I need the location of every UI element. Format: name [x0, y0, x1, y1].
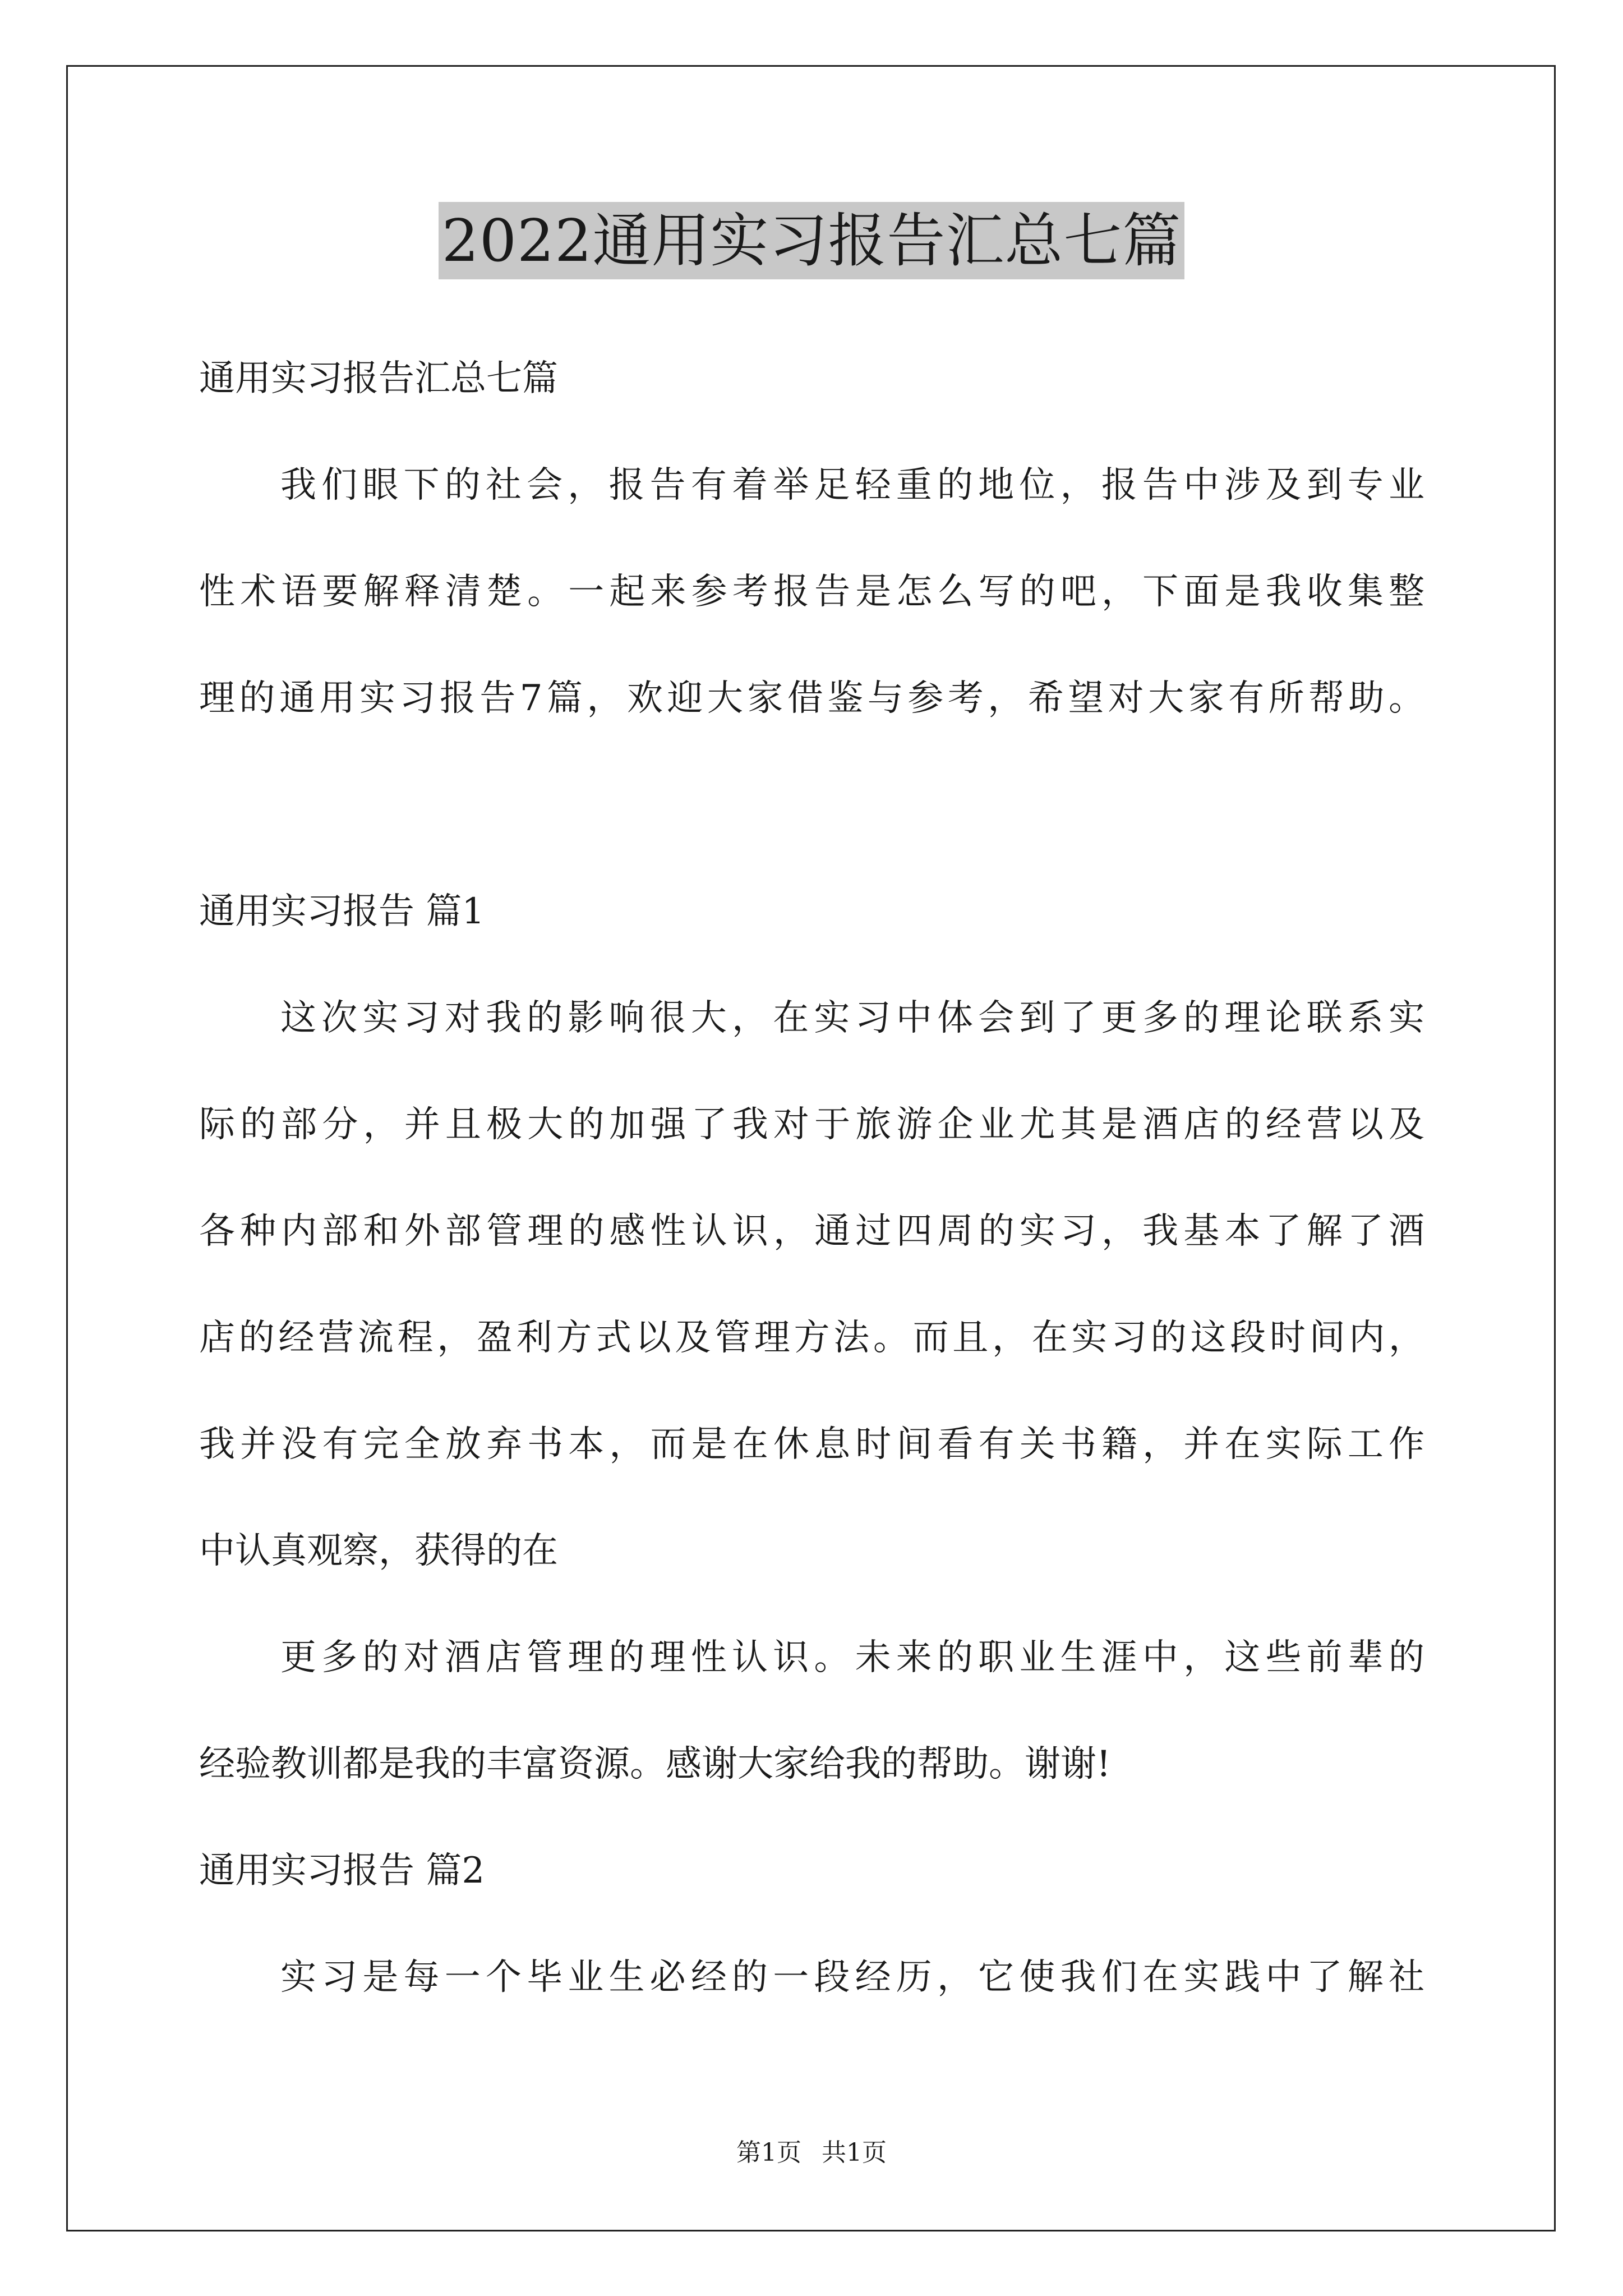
page-total: 共1页 — [822, 2138, 887, 2167]
subtitle-line: 通用实习报告汇总七篇 — [199, 358, 558, 399]
body-paragraph-line: 实习是每一个毕业生必经的一段经历，它使我们在实践中了解社 — [280, 1957, 1424, 1998]
body-paragraph-line: 经验教训都是我的丰富资源。感谢大家给我的帮助。谢谢! — [199, 1743, 1111, 1785]
document-title: 2022通用实习报告汇总七篇 — [439, 202, 1185, 279]
body-paragraph-line: 这次实习对我的影响很大，在实习中体会到了更多的理论联系实 — [280, 997, 1424, 1039]
body-paragraph-line: 更多的对酒店管理的理性认识。未来的职业生涯中，这些前辈的 — [280, 1637, 1424, 1678]
section-heading: 通用实习报告 篇2 — [199, 1850, 485, 1892]
body-paragraph-line: 店的经营流程，盈利方式以及管理方法。而且，在实习的这段时间内， — [199, 1317, 1424, 1359]
page-number: 第1页 — [736, 2138, 801, 2167]
intro-paragraph-line: 理的通用实习报告7篇，欢迎大家借鉴与参考，希望对大家有所帮助。 — [199, 678, 1424, 719]
title-wrap — [0, 202, 1623, 279]
body-paragraph-line: 各种内部和外部管理的感性认识，通过四周的实习，我基本了解了酒 — [199, 1211, 1424, 1252]
body-paragraph-line: 中认真观察，获得的在 — [199, 1530, 558, 1572]
body-paragraph-line: 我并没有完全放弃书本，而是在休息时间看有关书籍，并在实际工作 — [199, 1424, 1424, 1465]
intro-paragraph-line: 性术语要解释清楚。一起来参考报告是怎么写的吧，下面是我收集整 — [199, 571, 1424, 613]
intro-paragraph-line: 我们眼下的社会，报告有着举足轻重的地位，报告中涉及到专业 — [280, 464, 1424, 506]
section-heading: 通用实习报告 篇1 — [199, 891, 485, 932]
page-footer — [0, 2137, 1623, 2169]
body-paragraph-line: 际的部分，并且极大的加强了我对于旅游企业尤其是酒店的经营以及 — [199, 1104, 1424, 1145]
